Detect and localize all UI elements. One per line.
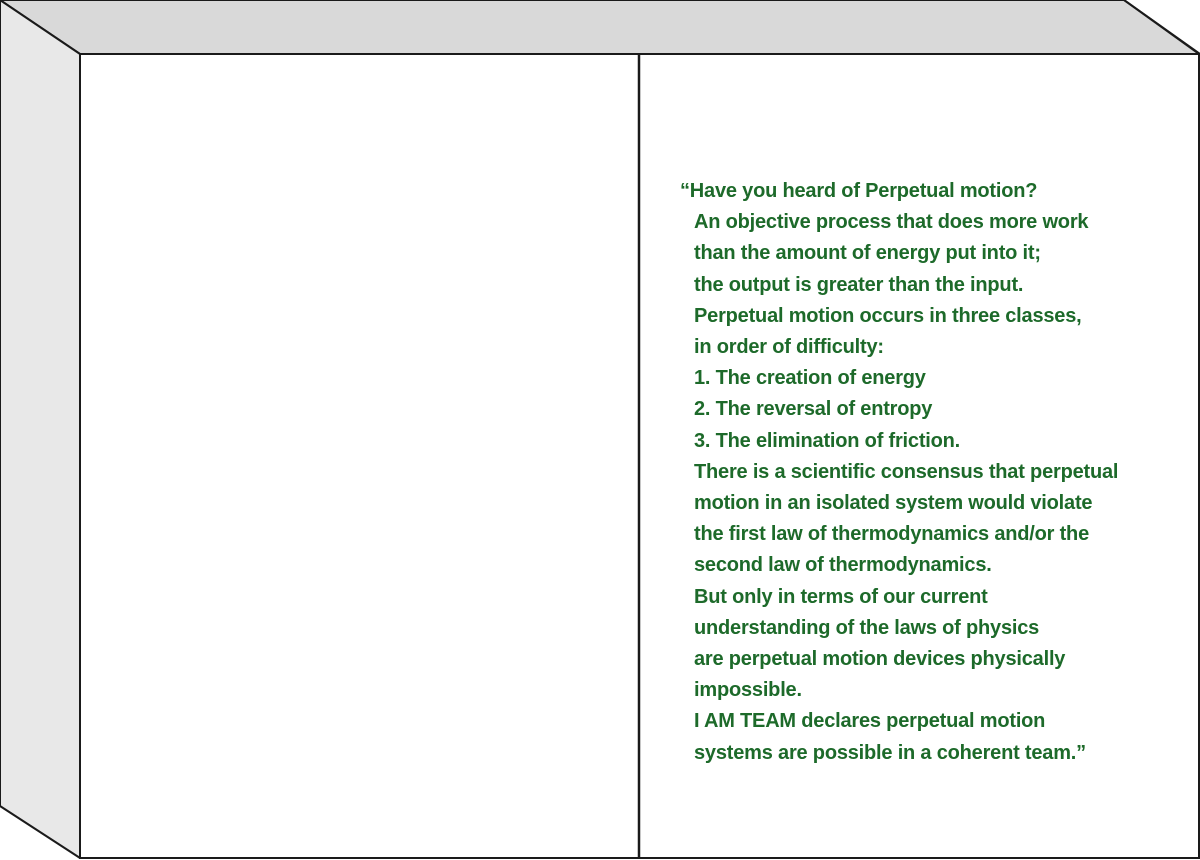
quote-line: than the amount of energy put into it; bbox=[694, 242, 1041, 265]
quote-line: the first law of thermodynamics and/or the bbox=[694, 523, 1089, 546]
quote-line: But only in terms of our current bbox=[694, 585, 988, 608]
quote-list-item: 3. The elimination of friction. bbox=[694, 429, 961, 452]
quote-line: understanding of the laws of physics bbox=[694, 616, 1040, 639]
quote-line: are perpetual motion devices physically bbox=[694, 648, 1066, 671]
quote-line: impossible. bbox=[694, 679, 802, 702]
perpetual-motion-quote bbox=[680, 176, 1190, 769]
quote-line: in order of difficulty: bbox=[694, 336, 884, 359]
quote-line: systems are possible in a coherent team.” bbox=[694, 741, 1086, 764]
quote-line: the output is greater than the input. bbox=[694, 273, 1024, 296]
quote-list-item: 2. The reversal of entropy bbox=[694, 398, 933, 421]
box-left-face bbox=[0, 0, 80, 858]
quote-list-item: 1. The creation of energy bbox=[694, 367, 926, 390]
box-top-face bbox=[0, 0, 1200, 54]
quote-line: There is a scientific consensus that perpetual bbox=[694, 460, 1119, 483]
quote-line: I AM TEAM declares perpetual motion bbox=[694, 710, 1046, 733]
quote-line: second law of thermodynamics. bbox=[694, 554, 992, 577]
quote-line: motion in an isolated system would violate bbox=[694, 492, 1093, 515]
quote-line: “Have you heard of Perpetual motion? bbox=[680, 180, 1038, 202]
quote-line: Perpetual motion occurs in three classes, bbox=[694, 304, 1082, 327]
quote-line: An objective process that does more work bbox=[694, 211, 1089, 234]
